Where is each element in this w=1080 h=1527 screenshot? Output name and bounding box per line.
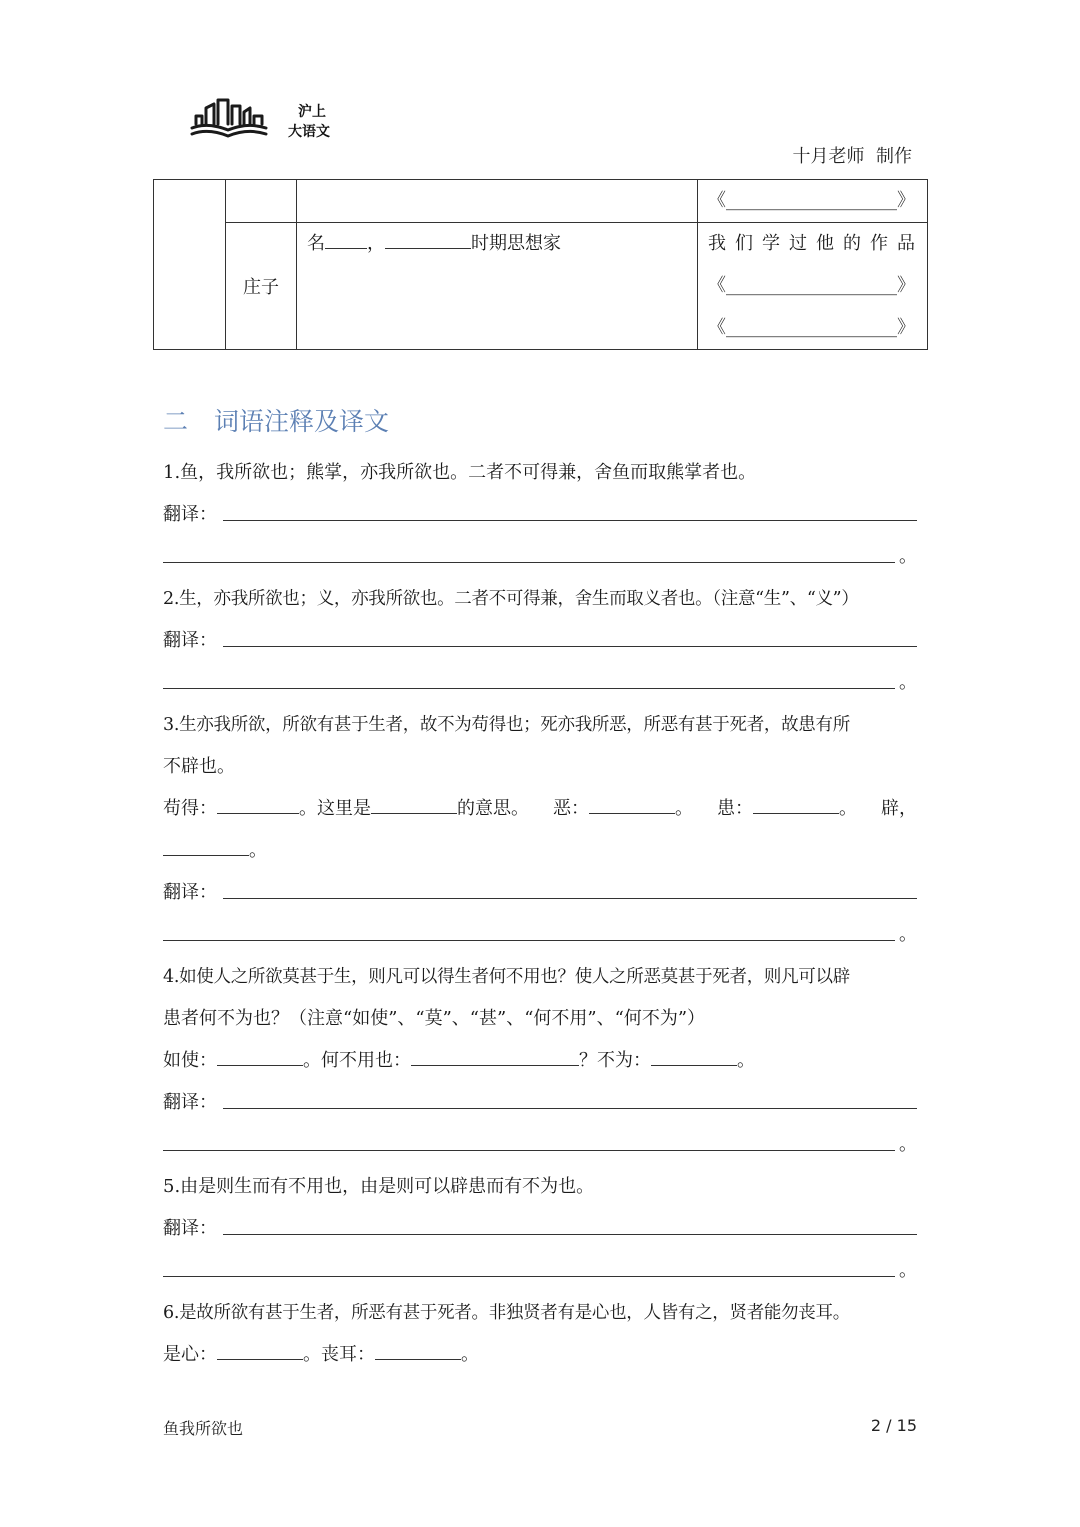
table-row bbox=[154, 223, 928, 350]
blank-line bbox=[375, 1341, 461, 1360]
exercise-list bbox=[163, 452, 917, 1376]
field-label: 丧耳： bbox=[321, 1344, 375, 1365]
period: 。 bbox=[839, 798, 857, 819]
blank-line bbox=[163, 837, 249, 856]
table-empty-cell bbox=[297, 180, 698, 223]
author-table bbox=[153, 179, 928, 350]
works-cell bbox=[698, 223, 928, 350]
desc-suffix: 时期思想家 bbox=[471, 233, 561, 254]
period: 。 bbox=[899, 1134, 917, 1155]
section-title: 词语注释及译文 bbox=[214, 407, 390, 436]
answer-line bbox=[163, 1150, 895, 1151]
question-3-fields bbox=[163, 788, 917, 830]
translation-line bbox=[163, 620, 917, 662]
question-3-line-1: 3.生亦我所欲，所欲有甚于生者，故不为苟得也；死亦我所恶，所恶有甚于死者，故患有所 bbox=[163, 715, 850, 735]
field-label: 何不用也： bbox=[321, 1050, 411, 1071]
translate-label: 翻译： bbox=[163, 630, 217, 651]
translate-label: 翻译： bbox=[163, 1218, 217, 1239]
answer-line bbox=[223, 520, 917, 521]
logo-line-2: 大语文 bbox=[288, 124, 330, 140]
translation-line-2 bbox=[163, 536, 917, 578]
page-number: 2 / 15 bbox=[870, 1416, 917, 1435]
answer-line bbox=[223, 1234, 917, 1235]
field-label: 辟， bbox=[881, 798, 917, 819]
period: 。 bbox=[303, 1050, 321, 1071]
work-cell bbox=[698, 180, 928, 223]
period: 。 bbox=[737, 1050, 755, 1071]
field-label: 是心： bbox=[163, 1344, 217, 1365]
question-3-line-2: 不辟也。 bbox=[163, 756, 235, 777]
period: 。 bbox=[461, 1344, 479, 1365]
translate-label: 翻译： bbox=[163, 882, 217, 903]
period: 。 bbox=[675, 798, 693, 819]
answer-line bbox=[163, 688, 895, 689]
author-description bbox=[297, 223, 698, 350]
blank-line bbox=[589, 795, 675, 814]
blank-line bbox=[651, 1047, 737, 1066]
period: 。 bbox=[303, 1344, 321, 1365]
section-heading bbox=[163, 402, 389, 438]
blank-line bbox=[411, 1047, 579, 1066]
section-number: 二 bbox=[163, 407, 189, 436]
translation-line bbox=[163, 1208, 917, 1250]
works-heading: 我们学过他的作品 bbox=[708, 233, 924, 254]
answer-line bbox=[223, 646, 917, 647]
question-1: 1.鱼，我所欲也；熊掌，亦我所欲也。二者不可得兼，舍鱼而取熊掌者也。 bbox=[163, 462, 757, 483]
translation-line bbox=[163, 872, 917, 914]
field-label: 患： bbox=[717, 798, 753, 819]
table-row bbox=[154, 180, 928, 223]
blank-line bbox=[217, 1047, 303, 1066]
blank-line bbox=[217, 795, 299, 814]
logo-line-1: 沪上 bbox=[298, 104, 326, 120]
field-label: 如使： bbox=[163, 1050, 217, 1071]
blank-line bbox=[217, 1341, 303, 1360]
translate-label: 翻译： bbox=[163, 504, 217, 525]
table-empty-cell bbox=[226, 180, 297, 223]
translation-line-2 bbox=[163, 662, 917, 704]
period: 。 bbox=[899, 1260, 917, 1281]
translation-line-2 bbox=[163, 914, 917, 956]
field-label: 。这里是 bbox=[299, 798, 371, 819]
answer-line bbox=[163, 562, 895, 563]
maker-credit: 十月老师 制作 bbox=[792, 146, 912, 167]
question-2: 2.生，亦我所欲也；义，亦我所欲也。二者不可得兼，舍生而取义者也。（注意“生”、“义”） bbox=[163, 589, 859, 609]
translation-line bbox=[163, 1082, 917, 1124]
answer-line bbox=[163, 940, 895, 941]
question-5: 5.由是则生而有不用也，由是则可以辟患而有不为也。 bbox=[163, 1176, 595, 1197]
period: 。 bbox=[899, 672, 917, 693]
answer-line bbox=[223, 898, 917, 899]
work-blank: 《___________________》 bbox=[708, 190, 915, 211]
field-label: 苟得： bbox=[163, 798, 217, 819]
translation-line-2 bbox=[163, 1250, 917, 1292]
period: 。 bbox=[249, 840, 267, 861]
field-label: 不为： bbox=[597, 1050, 651, 1071]
desc-sep: ， bbox=[367, 233, 385, 254]
blank-line bbox=[371, 795, 457, 814]
question-6: 6.是故所欲有甚于生者，所恶有甚于死者。非独贤者有是心也，人皆有之，贤者能勿丧耳。 bbox=[163, 1303, 850, 1323]
author-name: 庄子 bbox=[226, 223, 297, 350]
answer-line bbox=[223, 1108, 917, 1109]
work-blank: 《___________________》 bbox=[708, 317, 915, 338]
blank-line bbox=[753, 795, 839, 814]
work-blank: 《___________________》 bbox=[708, 275, 915, 296]
logo-text bbox=[288, 102, 330, 142]
blank-line bbox=[325, 230, 367, 249]
question-6-fields bbox=[163, 1334, 917, 1376]
period: 。 bbox=[899, 924, 917, 945]
desc-prefix: 名 bbox=[307, 233, 325, 254]
answer-line bbox=[163, 1276, 895, 1277]
question-4-line-1: 4.如使人之所欲莫甚于生，则凡可以得生者何不用也？使人之所恶莫甚于死者，则凡可以辟 bbox=[163, 967, 850, 987]
table-empty-cell bbox=[154, 180, 226, 350]
period: 。 bbox=[899, 546, 917, 567]
translation-line bbox=[163, 494, 917, 536]
question-4-fields bbox=[163, 1040, 917, 1082]
question-3-fields-cont bbox=[163, 830, 917, 872]
footer-title: 鱼我所欲也 bbox=[163, 1419, 244, 1438]
question-4-line-2: 患者何不为也？（注意“如使”、“莫”、“甚”、“何不用”、“何不为”） bbox=[163, 1008, 706, 1029]
blank-line bbox=[385, 230, 471, 249]
question-mark: ？ bbox=[579, 1050, 597, 1071]
translate-label: 翻译： bbox=[163, 1092, 217, 1113]
field-label: 恶： bbox=[553, 798, 589, 819]
translation-line-2 bbox=[163, 1124, 917, 1166]
field-label: 的意思。 bbox=[457, 798, 529, 819]
